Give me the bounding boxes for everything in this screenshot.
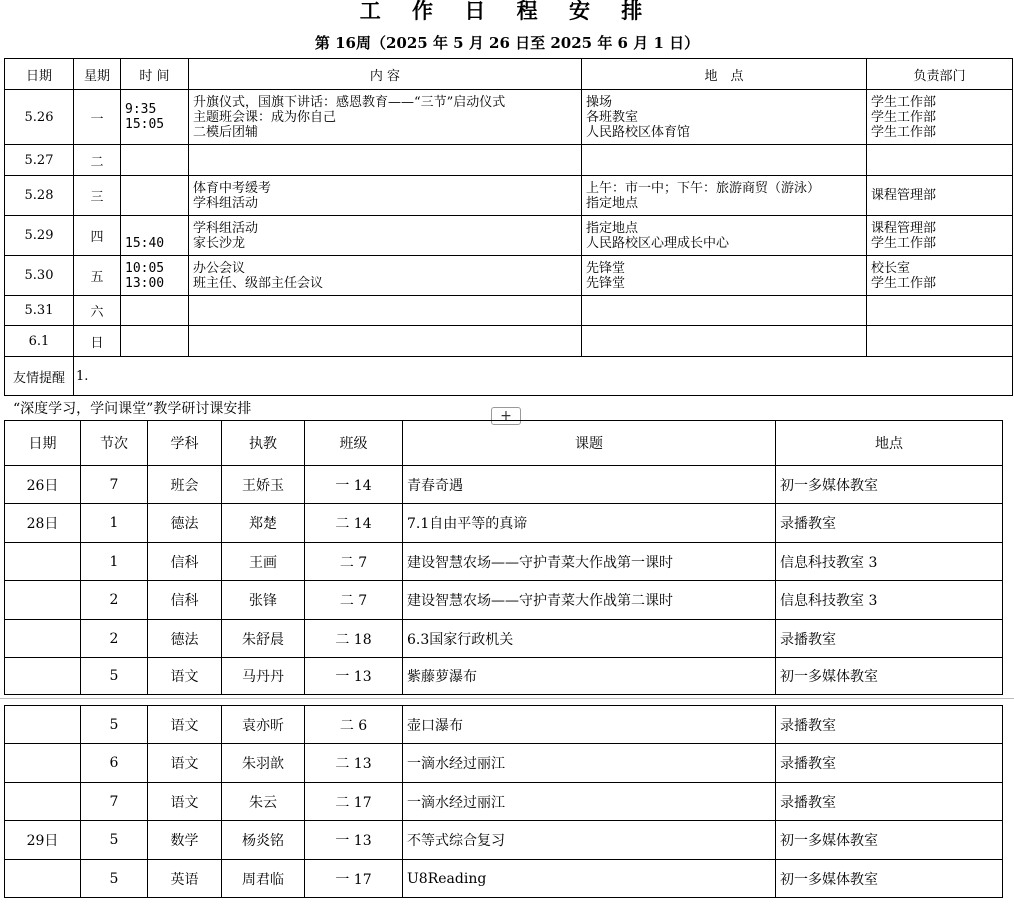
schedule-date-cell: 5.31 bbox=[5, 296, 74, 326]
schedule-location-cell bbox=[582, 296, 867, 326]
lesson-class-cell: 二 6 bbox=[305, 706, 403, 744]
lesson-date-cell bbox=[5, 620, 81, 658]
schedule-time-cell bbox=[121, 326, 189, 357]
lesson-class-cell: 二 18 bbox=[305, 620, 403, 658]
header-time: 时 间 bbox=[121, 59, 189, 90]
lesson-subject-cell: 信科 bbox=[148, 581, 222, 620]
lesson-topic-cell: 建设智慧农场——守护青菜大作战第一课时 bbox=[403, 543, 776, 581]
lesson-topic-cell: 青春奇遇 bbox=[403, 466, 776, 504]
lesson-teacher-cell: 周君临 bbox=[222, 860, 305, 898]
research-table-page1 bbox=[4, 420, 1003, 695]
schedule-department-cell bbox=[867, 145, 1013, 176]
page-title: 工 作 日 程 安 排 bbox=[359, 0, 655, 23]
lesson-subject-cell: 语文 bbox=[148, 658, 222, 695]
schedule-department-cell bbox=[867, 326, 1013, 357]
schedule-weekday-cell: 四 bbox=[74, 216, 121, 256]
reminder-row bbox=[5, 357, 1013, 396]
schedule-department-cell: 学生工作部 学生工作部 学生工作部 bbox=[867, 90, 1013, 145]
lesson-subject-cell: 语文 bbox=[148, 744, 222, 783]
schedule-row bbox=[5, 145, 1013, 176]
header-department: 负责部门 bbox=[867, 59, 1013, 90]
lesson-class-cell: 一 13 bbox=[305, 821, 403, 860]
schedule-row bbox=[5, 90, 1013, 145]
header-topic: 课题 bbox=[403, 421, 776, 466]
lesson-teacher-cell: 王娇玉 bbox=[222, 466, 305, 504]
lesson-place-cell: 信息科技教室 3 bbox=[776, 581, 1003, 620]
schedule-location-cell bbox=[582, 326, 867, 357]
schedule-department-cell: 校长室 学生工作部 bbox=[867, 256, 1013, 296]
schedule-date-cell: 5.29 bbox=[5, 216, 74, 256]
lesson-subject-cell: 语文 bbox=[148, 706, 222, 744]
schedule-weekday-cell: 三 bbox=[74, 176, 121, 216]
lesson-topic-cell: 建设智慧农场——守护青菜大作战第二课时 bbox=[403, 581, 776, 620]
table-row bbox=[5, 783, 1003, 821]
schedule-time-cell bbox=[121, 145, 189, 176]
schedule-date-cell: 5.26 bbox=[5, 90, 74, 145]
header-location: 地 点 bbox=[582, 59, 867, 90]
header-place: 地点 bbox=[776, 421, 1003, 466]
schedule-date-cell: 5.28 bbox=[5, 176, 74, 216]
lesson-subject-cell: 英语 bbox=[148, 860, 222, 898]
research-table-page2 bbox=[4, 705, 1003, 898]
research-header-row bbox=[5, 421, 1003, 466]
schedule-content-cell: 体育中考缓考 学科组活动 bbox=[189, 176, 582, 216]
header-period: 节次 bbox=[81, 421, 148, 466]
schedule-department-cell: 课程管理部 bbox=[867, 176, 1013, 216]
lesson-teacher-cell: 杨炎铭 bbox=[222, 821, 305, 860]
lesson-teacher-cell: 王画 bbox=[222, 543, 305, 581]
lesson-period-cell: 5 bbox=[81, 706, 148, 744]
lesson-period-cell: 5 bbox=[81, 821, 148, 860]
table-row bbox=[5, 620, 1003, 658]
lesson-period-cell: 5 bbox=[81, 860, 148, 898]
schedule-time-cell bbox=[121, 176, 189, 216]
lesson-place-cell: 录播教室 bbox=[776, 706, 1003, 744]
work-schedule-table bbox=[4, 58, 1013, 396]
lesson-topic-cell: 7.1自由平等的真谛 bbox=[403, 504, 776, 543]
lesson-date-cell bbox=[5, 744, 81, 783]
schedule-date-cell: 6.1 bbox=[5, 326, 74, 357]
lesson-teacher-cell: 朱云 bbox=[222, 783, 305, 821]
research-section-title: “深度学习，学问课堂”教学研讨课安排 bbox=[13, 401, 252, 417]
lesson-class-cell: 二 7 bbox=[305, 543, 403, 581]
schedule-date-cell: 5.30 bbox=[5, 256, 74, 296]
lesson-subject-cell: 德法 bbox=[148, 504, 222, 543]
table-row bbox=[5, 543, 1003, 581]
header-content: 内 容 bbox=[189, 59, 582, 90]
schedule-weekday-cell: 五 bbox=[74, 256, 121, 296]
schedule-weekday-cell: 日 bbox=[74, 326, 121, 357]
schedule-content-cell: 学科组活动 家长沙龙 bbox=[189, 216, 582, 256]
lesson-subject-cell: 语文 bbox=[148, 783, 222, 821]
schedule-row bbox=[5, 296, 1013, 326]
table-row bbox=[5, 860, 1003, 898]
lesson-class-cell: 一 13 bbox=[305, 658, 403, 695]
schedule-row bbox=[5, 326, 1013, 357]
schedule-time-cell: 10:05 13:00 bbox=[121, 256, 189, 296]
lesson-teacher-cell: 朱羽歆 bbox=[222, 744, 305, 783]
lesson-topic-cell: 一滴水经过丽江 bbox=[403, 783, 776, 821]
lesson-date-cell bbox=[5, 783, 81, 821]
lesson-date-cell: 26日 bbox=[5, 466, 81, 504]
schedule-content-cell bbox=[189, 145, 582, 176]
lesson-place-cell: 录播教室 bbox=[776, 504, 1003, 543]
schedule-row bbox=[5, 256, 1013, 296]
lesson-class-cell: 二 14 bbox=[305, 504, 403, 543]
schedule-weekday-cell: 一 bbox=[74, 90, 121, 145]
lesson-subject-cell: 德法 bbox=[148, 620, 222, 658]
schedule-weekday-cell: 二 bbox=[74, 145, 121, 176]
lesson-class-cell: 二 7 bbox=[305, 581, 403, 620]
lesson-place-cell: 初一多媒体教室 bbox=[776, 658, 1003, 695]
schedule-department-cell bbox=[867, 296, 1013, 326]
lesson-place-cell: 信息科技教室 3 bbox=[776, 543, 1003, 581]
lesson-subject-cell: 数学 bbox=[148, 821, 222, 860]
lesson-subject-cell: 信科 bbox=[148, 543, 222, 581]
header-teacher: 执教 bbox=[222, 421, 305, 466]
header-date: 日期 bbox=[5, 421, 81, 466]
lesson-topic-cell: 紫藤萝瀑布 bbox=[403, 658, 776, 695]
header-class: 班级 bbox=[305, 421, 403, 466]
lesson-place-cell: 录播教室 bbox=[776, 783, 1003, 821]
schedule-date-cell: 5.27 bbox=[5, 145, 74, 176]
lesson-topic-cell: 6.3国家行政机关 bbox=[403, 620, 776, 658]
lesson-class-cell: 一 14 bbox=[305, 466, 403, 504]
lesson-teacher-cell: 马丹丹 bbox=[222, 658, 305, 695]
reminder-label: 友情提醒 bbox=[5, 357, 74, 396]
table-row bbox=[5, 504, 1003, 543]
lesson-period-cell: 1 bbox=[81, 543, 148, 581]
schedule-location-cell: 操场 各班教室 人民路校区体育馆 bbox=[582, 90, 867, 145]
table-row bbox=[5, 658, 1003, 695]
lesson-date-cell bbox=[5, 581, 81, 620]
schedule-content-cell: 升旗仪式，国旗下讲话：感恩教育——“三节”启动仪式 主题班会课：成为你自己 二模后团辅 bbox=[189, 90, 582, 145]
week-subtitle: 第 16周（2025 年 5 月 26 日至 2025 年 6 月 1 日） bbox=[314, 34, 700, 52]
lesson-class-cell: 二 17 bbox=[305, 783, 403, 821]
lesson-period-cell: 5 bbox=[81, 658, 148, 695]
table-row bbox=[5, 744, 1003, 783]
lesson-teacher-cell: 张锋 bbox=[222, 581, 305, 620]
lesson-teacher-cell: 郑楚 bbox=[222, 504, 305, 543]
lesson-topic-cell: U8Reading bbox=[403, 860, 776, 898]
lesson-period-cell: 6 bbox=[81, 744, 148, 783]
lesson-class-cell: 二 13 bbox=[305, 744, 403, 783]
lesson-subject-cell: 班会 bbox=[148, 466, 222, 504]
reminder-text: 1. bbox=[74, 357, 1013, 396]
header-subject: 学科 bbox=[148, 421, 222, 466]
lesson-period-cell: 1 bbox=[81, 504, 148, 543]
table-row bbox=[5, 581, 1003, 620]
schedule-row bbox=[5, 176, 1013, 216]
lesson-date-cell bbox=[5, 658, 81, 695]
lesson-period-cell: 2 bbox=[81, 620, 148, 658]
lesson-date-cell: 29日 bbox=[5, 821, 81, 860]
schedule-content-cell bbox=[189, 326, 582, 357]
lesson-place-cell: 初一多媒体教室 bbox=[776, 821, 1003, 860]
lesson-date-cell bbox=[5, 543, 81, 581]
lesson-place-cell: 初一多媒体教室 bbox=[776, 466, 1003, 504]
schedule-header-row bbox=[5, 59, 1013, 90]
lesson-place-cell: 初一多媒体教室 bbox=[776, 860, 1003, 898]
lesson-teacher-cell: 朱舒晨 bbox=[222, 620, 305, 658]
schedule-location-cell: 先锋堂 先锋堂 bbox=[582, 256, 867, 296]
lesson-topic-cell: 一滴水经过丽江 bbox=[403, 744, 776, 783]
lesson-place-cell: 录播教室 bbox=[776, 620, 1003, 658]
schedule-time-cell bbox=[121, 296, 189, 326]
add-row-button[interactable]: + bbox=[491, 407, 521, 425]
schedule-department-cell: 课程管理部 学生工作部 bbox=[867, 216, 1013, 256]
schedule-content-cell: 办公会议 班主任、级部主任会议 bbox=[189, 256, 582, 296]
schedule-location-cell: 上午：市一中；下午：旅游商贸（游泳） 指定地点 bbox=[582, 176, 867, 216]
header-weekday: 星期 bbox=[74, 59, 121, 90]
table-row bbox=[5, 821, 1003, 860]
lesson-place-cell: 录播教室 bbox=[776, 744, 1003, 783]
lesson-date-cell bbox=[5, 860, 81, 898]
schedule-content-cell bbox=[189, 296, 582, 326]
table-row bbox=[5, 706, 1003, 744]
table-row bbox=[5, 466, 1003, 504]
lesson-teacher-cell: 袁亦昕 bbox=[222, 706, 305, 744]
schedule-time-cell: 9:35 15:05 bbox=[121, 90, 189, 145]
lesson-class-cell: 一 17 bbox=[305, 860, 403, 898]
lesson-date-cell bbox=[5, 706, 81, 744]
lesson-period-cell: 7 bbox=[81, 466, 148, 504]
schedule-weekday-cell: 六 bbox=[74, 296, 121, 326]
schedule-row bbox=[5, 216, 1013, 256]
schedule-location-cell bbox=[582, 145, 867, 176]
page-break-divider bbox=[0, 698, 1014, 699]
lesson-date-cell: 28日 bbox=[5, 504, 81, 543]
lesson-topic-cell: 壶口瀑布 bbox=[403, 706, 776, 744]
lesson-period-cell: 7 bbox=[81, 783, 148, 821]
lesson-topic-cell: 不等式综合复习 bbox=[403, 821, 776, 860]
lesson-period-cell: 2 bbox=[81, 581, 148, 620]
header-date: 日期 bbox=[5, 59, 74, 90]
schedule-time-cell: 15:40 bbox=[121, 216, 189, 256]
schedule-location-cell: 指定地点 人民路校区心理成长中心 bbox=[582, 216, 867, 256]
